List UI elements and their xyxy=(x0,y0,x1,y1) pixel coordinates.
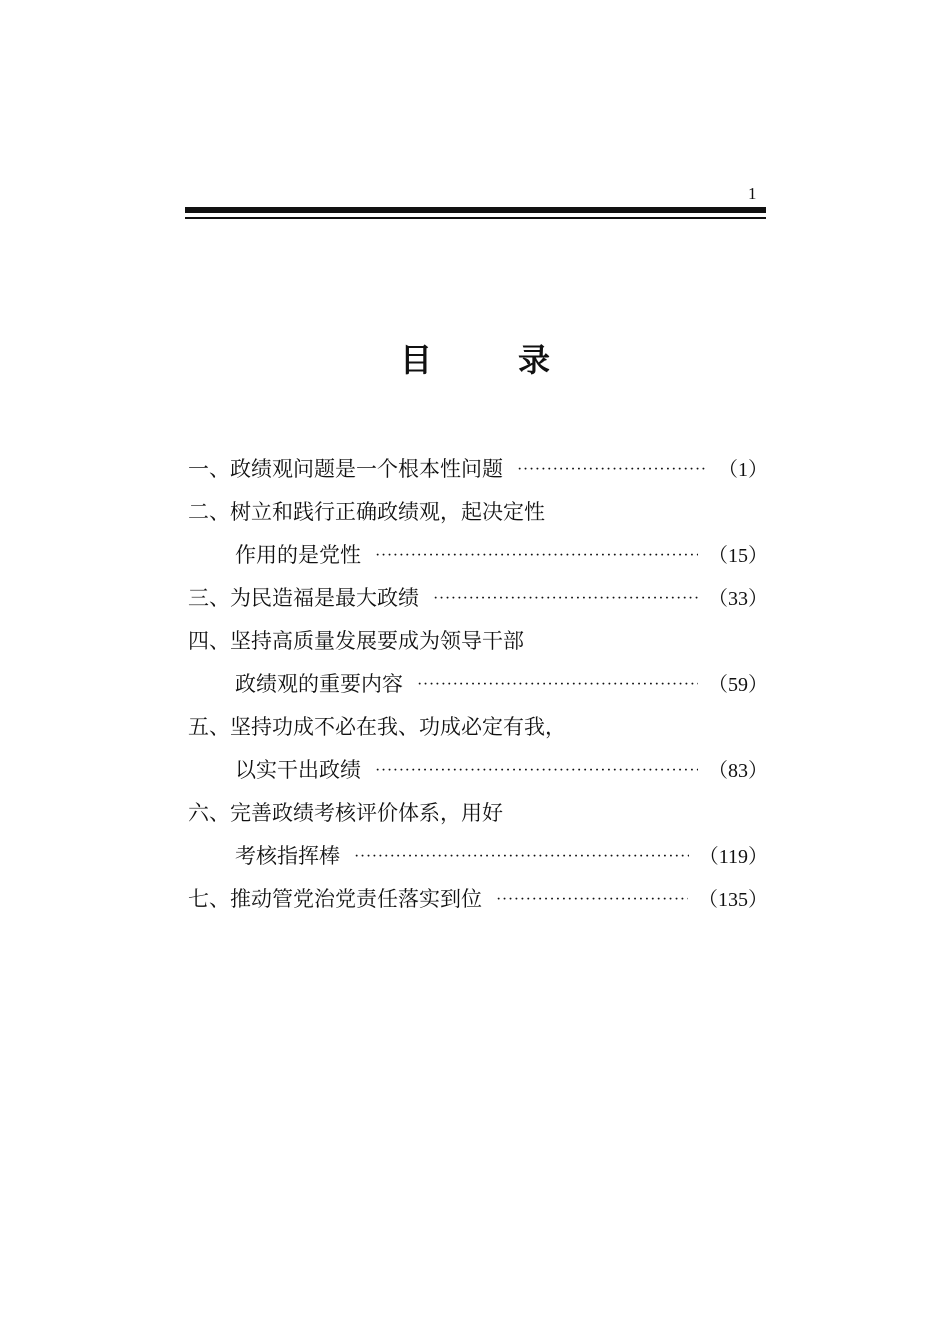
toc-entry-1[interactable] xyxy=(188,446,768,489)
toc-entry-4[interactable] xyxy=(188,618,768,661)
toc-entry-6[interactable] xyxy=(188,790,768,833)
toc-entry-5-continuation[interactable] xyxy=(188,747,768,790)
dot-leader xyxy=(375,762,698,780)
toc-entry-2[interactable] xyxy=(188,489,768,532)
dot-leader xyxy=(354,848,689,866)
toc-page-ref: （135） xyxy=(698,889,768,911)
toc-entry-7[interactable] xyxy=(188,876,768,919)
toc-entry-4-continuation[interactable] xyxy=(188,661,768,704)
toc-entry-text: 考核指挥棒 xyxy=(235,843,340,868)
toc-entry-3[interactable] xyxy=(188,575,768,618)
toc-entry-6-continuation[interactable] xyxy=(188,833,768,876)
toc-page-ref: （33） xyxy=(708,588,768,610)
dot-leader xyxy=(496,891,688,909)
toc-page-ref: （83） xyxy=(708,760,768,782)
toc-entry-text: 以实干出政绩 xyxy=(235,757,361,782)
toc-entry-text: 三、为民造福是最大政绩 xyxy=(188,585,419,610)
dot-leader xyxy=(517,461,708,479)
toc-title-char-1: 目 xyxy=(400,341,433,379)
header-rule-thin xyxy=(185,217,766,219)
toc-entry-text: 六、完善政绩考核评价体系，用好 xyxy=(188,800,503,825)
table-of-contents xyxy=(188,446,768,919)
toc-entry-5[interactable] xyxy=(188,704,768,747)
toc-entry-text: 政绩观的重要内容 xyxy=(235,671,403,696)
toc-page-ref: （59） xyxy=(708,674,768,696)
toc-title xyxy=(400,335,550,385)
toc-entry-2-continuation[interactable] xyxy=(188,532,768,575)
toc-title-char-2: 录 xyxy=(517,341,550,379)
toc-entry-text: 五、坚持功成不必在我、功成必定有我， xyxy=(188,714,566,739)
toc-entry-text: 二、树立和践行正确政绩观，起决定性 xyxy=(188,499,545,524)
header-rule-thick xyxy=(185,207,766,213)
dot-leader xyxy=(375,547,698,565)
toc-page-ref: （1） xyxy=(718,459,768,481)
toc-entry-text: 四、坚持高质量发展要成为领导干部 xyxy=(188,628,524,653)
toc-entry-text: 作用的是党性 xyxy=(235,542,361,567)
toc-entry-text: 一、政绩观问题是一个根本性问题 xyxy=(188,456,503,481)
page-number: 1 xyxy=(748,184,757,203)
dot-leader xyxy=(417,676,698,694)
toc-page-ref: （15） xyxy=(708,545,768,567)
dot-leader xyxy=(433,590,698,608)
toc-page-ref: （119） xyxy=(698,846,768,868)
toc-entry-text: 七、推动管党治党责任落实到位 xyxy=(188,886,482,911)
